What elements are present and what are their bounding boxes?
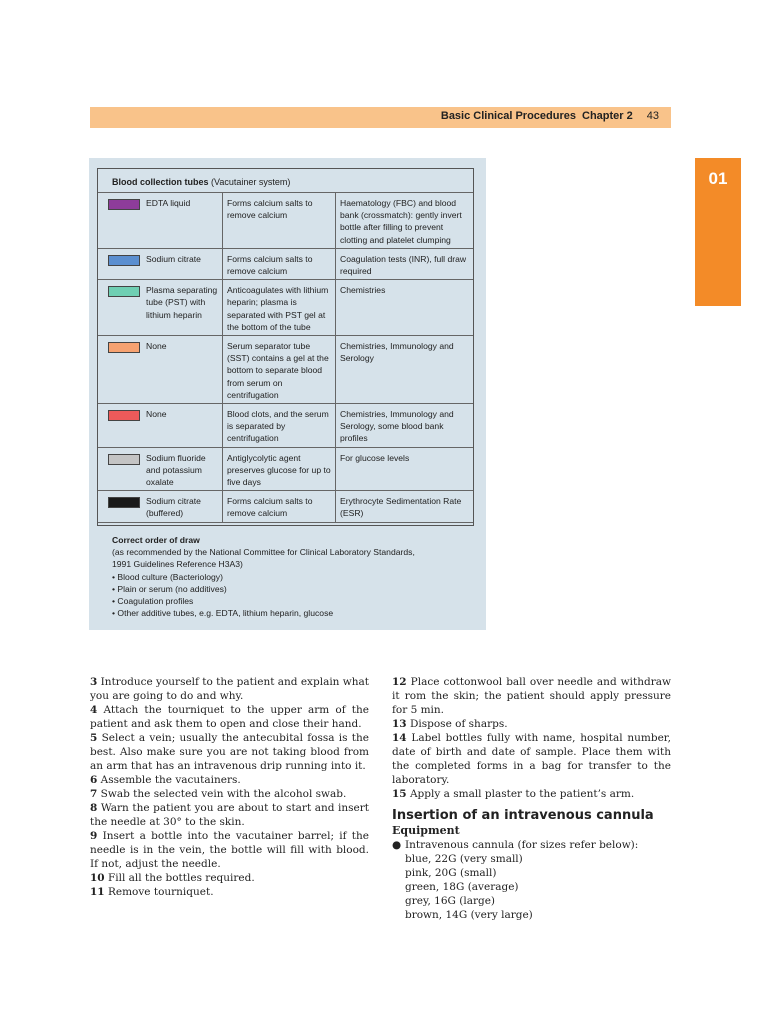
section-title: Insertion of an intravenous cannula xyxy=(392,808,654,823)
step-text: Insert a bottle into the vacutainer barrel; if the needle is in the vein, the bottle will fill with blood. If not, adjust the needle. xyxy=(90,830,369,870)
order-line: • Plain or serum (no additives) xyxy=(112,583,227,594)
order-line: 1991 Guidelines Reference H3A3) xyxy=(112,559,243,570)
bullet-dot: ● xyxy=(392,839,402,851)
step-number: 12 xyxy=(392,676,407,688)
tube-color-swatch xyxy=(108,342,140,353)
tube-row xyxy=(98,447,473,491)
step-item xyxy=(90,731,369,773)
box-title xyxy=(112,177,290,187)
additive-text: None xyxy=(146,409,167,420)
step-item xyxy=(90,675,369,703)
tube-color-swatch xyxy=(108,454,140,465)
additive-cell xyxy=(98,280,223,336)
step-text: Apply a small plaster to the patient’s arm. xyxy=(409,788,635,800)
tube-row xyxy=(98,336,473,404)
tube-row xyxy=(98,248,473,279)
step-text: Place cottonwool ball over needle and withdraw it rom the skin; the patient should apply pressure for 5 min. xyxy=(392,676,671,716)
additive-cell xyxy=(98,491,223,522)
step-number: 5 xyxy=(90,732,98,744)
step-item xyxy=(392,731,671,787)
step-text: Remove tourniquet. xyxy=(107,886,214,898)
cannula-size: pink, 20G (small) xyxy=(405,867,497,879)
header-chapter: Chapter 2 xyxy=(582,110,633,122)
use-cell: Erythrocyte Sedimentation Rate (ESR) xyxy=(336,491,474,522)
use-cell: Chemistries, Immunology and Serology, some blood bank profiles xyxy=(336,404,474,448)
action-cell: Forms calcium salts to remove calcium xyxy=(223,491,336,522)
order-line: (as recommended by the National Committee for Clinical Laboratory Standards, xyxy=(112,547,415,558)
chapter-tab xyxy=(695,158,741,306)
additive-text: Sodium citrate xyxy=(146,253,201,264)
step-item xyxy=(90,773,369,787)
step-item xyxy=(90,801,369,829)
cannula-size: blue, 22G (very small) xyxy=(405,853,523,865)
step-number: 4 xyxy=(90,704,98,716)
box-title-bold: Blood collection tubes xyxy=(112,177,209,187)
step-text: Attach the tourniquet to the upper arm of the patient and ask them to open and close their hand. xyxy=(90,704,370,730)
step-item xyxy=(90,703,369,731)
order-line: • Blood culture (Bacteriology) xyxy=(112,571,223,582)
step-number: 13 xyxy=(392,718,407,730)
additive-text: Sodium citrate (buffered) xyxy=(146,496,201,519)
additive-cell xyxy=(98,248,223,279)
step-number: 7 xyxy=(90,788,98,800)
use-cell: Chemistries xyxy=(336,280,474,336)
use-cell: Coagulation tests (INR), full draw required xyxy=(336,248,474,279)
step-item xyxy=(90,787,369,801)
header-text xyxy=(441,110,659,122)
order-of-draw xyxy=(112,534,415,619)
action-cell: Antiglycolytic agent preserves glucose for up to five days xyxy=(223,447,336,491)
step-number: 3 xyxy=(90,676,98,688)
additive-cell xyxy=(98,336,223,404)
cannula-size: brown, 14G (very large) xyxy=(405,909,533,921)
blood-tubes-panel xyxy=(89,158,486,630)
cannula-size: green, 18G (average) xyxy=(405,881,519,893)
step-number: 15 xyxy=(392,788,407,800)
use-cell: For glucose levels xyxy=(336,447,474,491)
step-text: Assemble the vacutainers. xyxy=(100,774,241,786)
action-cell: Forms calcium salts to remove calcium xyxy=(223,193,336,249)
additive-text: None xyxy=(146,341,167,352)
additive-cell xyxy=(98,193,223,249)
step-number: 9 xyxy=(90,830,98,842)
additive-cell xyxy=(98,447,223,491)
action-cell: Forms calcium salts to remove calcium xyxy=(223,248,336,279)
step-item xyxy=(392,675,671,717)
tube-row xyxy=(98,491,473,522)
tube-row xyxy=(98,193,473,249)
order-line: • Other additive tubes, e.g. EDTA, lithium heparin, glucose xyxy=(112,608,334,619)
action-cell: Anticoagulates with lithium heparin; plasma is separated with PST gel at the bottom of the tube xyxy=(223,280,336,336)
tubes-table xyxy=(98,192,473,523)
step-number: 14 xyxy=(392,732,407,744)
steps-right-column xyxy=(392,675,671,922)
step-text: Introduce yourself to the patient and explain what you are going to do and why. xyxy=(90,676,370,702)
tube-color-swatch xyxy=(108,286,140,297)
equipment-bullet xyxy=(392,838,671,852)
tube-color-swatch xyxy=(108,410,140,421)
section-subtitle: Equipment xyxy=(392,824,460,837)
action-cell: Blood clots, and the serum is separated by centrifugation xyxy=(223,404,336,448)
header-title: Basic Clinical Procedures xyxy=(440,110,576,122)
step-text: Select a vein; usually the antecubital fossa is the best. Also make sure you are not taking blood from an arm that has an intravenous drip running into it. xyxy=(90,732,369,772)
step-number: 6 xyxy=(90,774,98,786)
step-item xyxy=(392,787,671,801)
order-line: • Coagulation profiles xyxy=(112,596,194,607)
equipment-bullet-text: Intravenous cannula (for sizes refer below): xyxy=(405,839,639,851)
additive-cell xyxy=(98,404,223,448)
tube-color-swatch xyxy=(108,199,140,210)
order-title: Correct order of draw xyxy=(112,535,200,545)
step-number: 10 xyxy=(90,872,105,884)
step-text: Warn the patient you are about to start and insert the needle at 30° to the skin. xyxy=(90,802,370,828)
action-cell: Serum separator tube (SST) contains a gel at the bottom to separate blood from serum on centrifugation xyxy=(223,336,336,404)
step-item xyxy=(90,871,369,885)
additive-text: Sodium fluoride and potassium oxalate xyxy=(146,452,206,488)
cannula-size: grey, 16G (large) xyxy=(405,895,496,907)
running-header xyxy=(90,107,671,128)
step-number: 8 xyxy=(90,802,98,814)
tube-row xyxy=(98,404,473,448)
step-text: Fill all the bottles required. xyxy=(107,872,255,884)
additive-text: EDTA liquid xyxy=(146,198,191,208)
page-number: 43 xyxy=(646,110,659,122)
tube-color-swatch xyxy=(108,255,140,266)
step-text: Dispose of sharps. xyxy=(409,718,508,730)
tube-row xyxy=(98,280,473,336)
step-text: Label bottles fully with name, hospital number, date of birth and date of sample. Place them with the completed forms in a bag for transfer to the laboratory. xyxy=(392,732,671,786)
step-item xyxy=(90,885,369,899)
tube-color-swatch xyxy=(108,497,140,508)
use-cell: Haematology (FBC) and blood bank (crossmatch): gently invert bottle after filling to prevent clotting and platelet clumping xyxy=(336,193,474,249)
steps-left-column xyxy=(90,675,369,899)
step-text: Swab the selected vein with the alcohol swab. xyxy=(100,788,347,800)
step-item xyxy=(90,829,369,871)
use-cell: Chemistries, Immunology and Serology xyxy=(336,336,474,404)
chapter-tab-label: 01 xyxy=(708,169,728,188)
step-number: 11 xyxy=(90,886,105,898)
additive-text: Plasma separating tube (PST) with lithium heparin xyxy=(146,285,218,320)
blood-tubes-box xyxy=(97,168,474,526)
box-title-rest: (Vacutainer system) xyxy=(208,177,291,187)
step-item xyxy=(392,717,671,731)
